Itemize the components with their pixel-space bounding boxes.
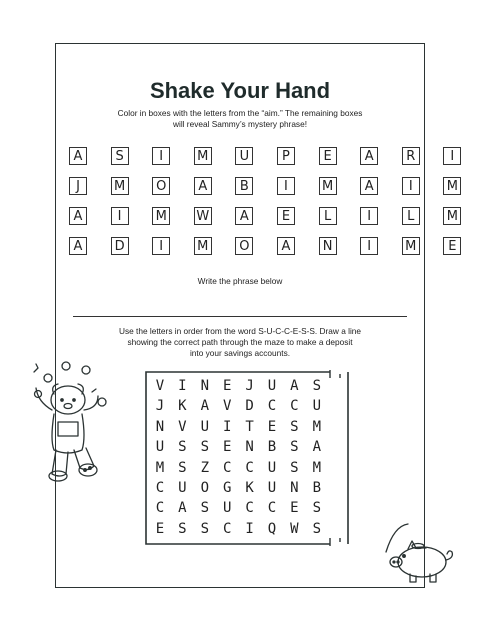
letter-box[interactable]: I bbox=[360, 237, 378, 255]
letter-box[interactable]: I bbox=[360, 207, 378, 225]
letter-box[interactable]: O bbox=[152, 177, 170, 195]
letter-box[interactable]: E bbox=[277, 207, 295, 225]
letter-box[interactable]: E bbox=[443, 237, 461, 255]
letter-box[interactable]: A bbox=[360, 177, 378, 195]
letter-box[interactable]: A bbox=[360, 147, 378, 165]
letter-box[interactable]: M bbox=[111, 177, 129, 195]
maze-letter[interactable]: V bbox=[222, 398, 232, 415]
maze-letter[interactable]: K bbox=[245, 480, 254, 496]
letter-box[interactable]: L bbox=[319, 207, 337, 225]
maze-letter[interactable]: J bbox=[155, 398, 165, 415]
maze-letter[interactable]: U bbox=[178, 480, 187, 496]
maze-letter[interactable]: V bbox=[178, 418, 187, 435]
maze-letter[interactable]: C bbox=[222, 520, 232, 537]
letter-grid-row bbox=[69, 177, 461, 195]
maze-letter[interactable]: S bbox=[312, 500, 322, 517]
maze-letter[interactable]: A bbox=[200, 398, 210, 415]
sammy-juggling-illustration bbox=[22, 352, 122, 492]
maze-letter[interactable]: B bbox=[312, 480, 322, 496]
maze-letter[interactable]: S bbox=[200, 439, 210, 456]
maze-letter[interactable]: N bbox=[155, 418, 165, 435]
maze-letter[interactable]: S bbox=[200, 520, 210, 537]
maze-letter[interactable]: U bbox=[267, 378, 277, 394]
letter-box[interactable]: B bbox=[235, 177, 253, 195]
maze-letter[interactable]: C bbox=[155, 500, 165, 517]
letter-grid-row bbox=[69, 207, 461, 225]
maze-letter[interactable]: S bbox=[200, 500, 210, 517]
maze-letter[interactable]: C bbox=[222, 459, 232, 476]
maze-letter[interactable]: S bbox=[290, 439, 299, 456]
pig-snout bbox=[390, 557, 402, 567]
maze-letter[interactable]: K bbox=[178, 398, 187, 415]
maze-letter[interactable]: E bbox=[222, 378, 232, 394]
letter-box[interactable]: L bbox=[402, 207, 420, 225]
coin-icon bbox=[44, 374, 52, 382]
letter-box[interactable]: I bbox=[402, 177, 420, 195]
maze-letter[interactable]: Z bbox=[200, 459, 210, 476]
letter-box[interactable]: I bbox=[277, 177, 295, 195]
maze-letter[interactable]: T bbox=[245, 418, 254, 435]
coin-icon bbox=[98, 398, 106, 406]
maze-letter[interactable]: C bbox=[267, 398, 277, 415]
letter-box[interactable]: M bbox=[152, 207, 170, 225]
page-title: Shake Your Hand bbox=[149, 78, 331, 103]
maze-letter[interactable]: A bbox=[312, 439, 322, 456]
letter-box[interactable]: J bbox=[69, 177, 87, 195]
maze-row bbox=[144, 398, 350, 418]
letter-box[interactable]: I bbox=[443, 147, 461, 165]
instructions-line-2: will reveal Sammy’s mystery phrase! bbox=[172, 119, 307, 129]
maze-letter[interactable]: S bbox=[178, 439, 187, 456]
maze-letter[interactable]: C bbox=[245, 500, 254, 517]
maze-letter[interactable]: I bbox=[178, 378, 187, 394]
write-caption: Write the phrase below bbox=[197, 276, 283, 286]
maze-row bbox=[144, 378, 350, 398]
piggy-bank-illustration bbox=[382, 522, 462, 588]
maze-letter[interactable]: D bbox=[245, 398, 254, 415]
letter-box[interactable]: E bbox=[319, 147, 337, 165]
maze-instructions bbox=[80, 326, 400, 359]
letter-box[interactable]: M bbox=[443, 207, 461, 225]
maze-row bbox=[144, 480, 350, 500]
maze-letter[interactable]: E bbox=[222, 439, 232, 456]
letter-box[interactable]: M bbox=[443, 177, 461, 195]
maze-letter[interactable]: J bbox=[245, 378, 254, 394]
maze-letter[interactable]: C bbox=[290, 398, 299, 415]
coin-icon bbox=[82, 366, 90, 374]
maze-letter[interactable]: V bbox=[155, 378, 165, 394]
maze-letter[interactable]: U bbox=[267, 459, 277, 476]
letter-box[interactable]: O bbox=[235, 237, 253, 255]
letter-box[interactable]: I bbox=[152, 147, 170, 165]
maze-letter[interactable]: C bbox=[267, 500, 277, 517]
maze-letter[interactable]: S bbox=[178, 520, 187, 537]
instructions bbox=[90, 108, 390, 130]
maze-letter[interactable]: Q bbox=[267, 520, 277, 537]
letter-box[interactable]: M bbox=[319, 177, 337, 195]
letter-box[interactable]: R bbox=[402, 147, 420, 165]
letter-box[interactable]: P bbox=[277, 147, 295, 165]
letter-box[interactable]: A bbox=[235, 207, 253, 225]
letter-grid-row bbox=[69, 237, 461, 255]
letter-box[interactable]: M bbox=[402, 237, 420, 255]
maze-letter[interactable]: I bbox=[222, 418, 232, 435]
letter-box[interactable]: A bbox=[277, 237, 295, 255]
maze-letter[interactable]: S bbox=[290, 418, 299, 435]
maze-letter[interactable]: E bbox=[290, 500, 299, 517]
maze-row bbox=[144, 439, 350, 459]
maze-letter[interactable]: G bbox=[222, 480, 232, 496]
maze-instructions-line-3: into your savings accounts. bbox=[189, 348, 291, 358]
maze-letter[interactable]: M bbox=[312, 459, 322, 476]
maze-letter[interactable]: W bbox=[290, 520, 299, 537]
maze-letter[interactable]: U bbox=[222, 500, 232, 517]
maze-letter[interactable]: U bbox=[155, 439, 165, 456]
letter-grid bbox=[69, 147, 461, 267]
letter-box[interactable]: U bbox=[235, 147, 253, 165]
letter-maze[interactable] bbox=[144, 370, 350, 546]
maze-letter[interactable]: U bbox=[312, 398, 322, 415]
maze-letter[interactable]: S bbox=[178, 459, 187, 476]
maze-letter[interactable]: S bbox=[290, 459, 299, 476]
letter-grid-row bbox=[69, 147, 461, 165]
maze-instructions-line-1: Use the letters in order from the word S-U-C-C-E-S-S. Draw a line bbox=[118, 326, 362, 336]
maze-row bbox=[144, 419, 350, 439]
maze-letter[interactable]: O bbox=[200, 480, 210, 496]
letter-box[interactable]: N bbox=[319, 237, 337, 255]
coin-icon bbox=[62, 362, 70, 370]
letter-box[interactable]: M bbox=[194, 237, 212, 255]
maze-letter[interactable]: S bbox=[312, 378, 322, 394]
letter-box[interactable]: S bbox=[111, 147, 129, 165]
letter-box[interactable]: I bbox=[152, 237, 170, 255]
letter-box[interactable]: I bbox=[111, 207, 129, 225]
maze-instructions-line-2: showing the correct path through the maze to make a deposit bbox=[127, 337, 353, 347]
maze-letter[interactable]: E bbox=[155, 520, 165, 537]
maze-letter[interactable]: E bbox=[267, 418, 277, 435]
maze-letter[interactable]: A bbox=[178, 500, 187, 517]
maze-letter[interactable]: U bbox=[200, 418, 210, 435]
maze-letter[interactable]: B bbox=[267, 439, 277, 456]
maze-letter[interactable]: N bbox=[290, 480, 299, 496]
pig-body bbox=[398, 547, 446, 577]
maze-row bbox=[144, 500, 350, 520]
letter-box[interactable]: M bbox=[194, 147, 212, 165]
maze-letter[interactable]: N bbox=[200, 378, 210, 394]
maze-letter[interactable]: U bbox=[267, 480, 277, 496]
instructions-line-1: Color in boxes with the letters from the “aim.” The remaining boxes bbox=[117, 108, 363, 118]
answer-line[interactable] bbox=[73, 316, 407, 317]
maze-letter[interactable]: M bbox=[155, 459, 165, 476]
letter-box[interactable]: W bbox=[194, 207, 212, 225]
letter-box[interactable]: D bbox=[111, 237, 129, 255]
letter-box[interactable]: A bbox=[69, 237, 87, 255]
maze-letter[interactable]: I bbox=[245, 520, 254, 537]
letter-box[interactable]: A bbox=[69, 147, 87, 165]
maze-letter[interactable]: M bbox=[312, 418, 322, 435]
maze-letter[interactable]: C bbox=[155, 480, 165, 496]
letter-box[interactable]: A bbox=[69, 207, 87, 225]
maze-letter[interactable]: S bbox=[312, 520, 322, 537]
maze-row bbox=[144, 521, 350, 541]
maze-letter[interactable]: A bbox=[290, 378, 299, 394]
maze-letter[interactable]: N bbox=[245, 439, 254, 456]
letter-box[interactable]: A bbox=[194, 177, 212, 195]
maze-letter[interactable]: C bbox=[245, 459, 254, 476]
maze-row bbox=[144, 460, 350, 480]
